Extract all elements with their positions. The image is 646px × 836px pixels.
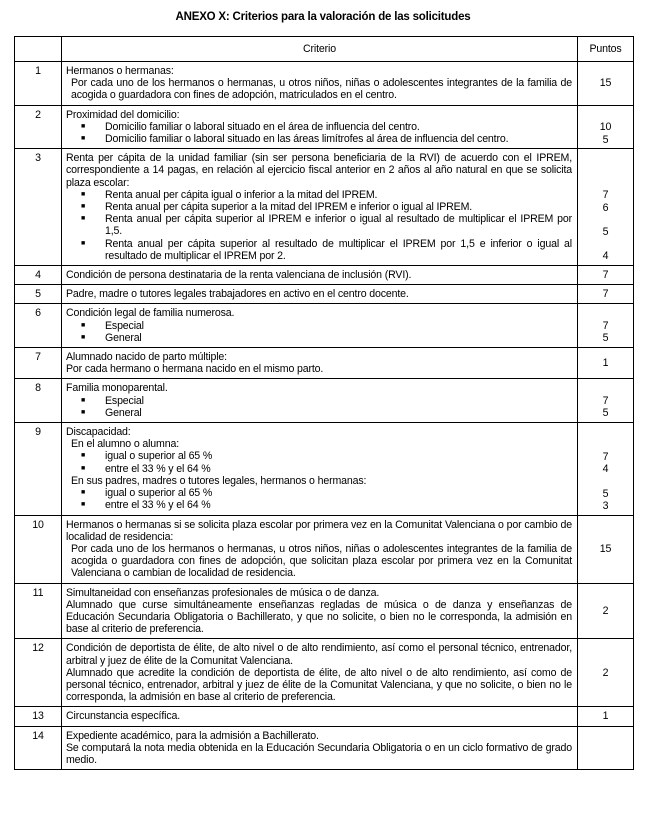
criteria-text: Condición legal de familia numerosa. <box>66 307 235 320</box>
bullet-text: Especial <box>105 394 144 407</box>
indented-text: Por cada uno de los hermanos o hermanas, u otros niños, niñas o adolescentes integrantes de la familia de acogida o guardadora con fines de adopción, que solicitan plaza escolar por primera vez en la Comunitat Valenciana o cambian de localidad de residencia. <box>71 542 572 580</box>
header-number <box>15 37 62 62</box>
bullet-text: entre el 33 % y el 64 % <box>105 499 211 512</box>
criteria-number: 2 <box>15 105 62 149</box>
criteria-row <box>15 62 634 106</box>
criteria-number: 4 <box>15 266 62 285</box>
criteria-text: Alumnado nacido de parto múltiple: <box>66 351 227 364</box>
criteria-row <box>15 583 634 639</box>
bullet-item <box>66 213 572 237</box>
criteria-description <box>62 423 578 515</box>
criteria-description <box>62 726 578 770</box>
bullet-text: entre el 33 % y el 64 % <box>105 462 211 475</box>
bullet-item <box>66 320 572 332</box>
criteria-text: Hermanos o hermanas: <box>66 65 174 77</box>
criteria-row <box>15 707 634 726</box>
document-title: ANEXO X: Criterios para la valoración de las solicitudes <box>175 11 471 23</box>
bullet-item <box>66 395 572 407</box>
criteria-number: 1 <box>15 62 62 106</box>
bullet-points: 7 <box>602 395 609 408</box>
criteria-text: Discapacidad: <box>66 426 131 439</box>
criteria-row <box>15 379 634 423</box>
criteria-text: Circunstancia específica. <box>66 710 181 723</box>
criteria-points <box>578 726 634 770</box>
square-bullet-icon: ■ <box>81 489 86 497</box>
table-header-row <box>15 37 634 62</box>
bullet-item <box>66 407 572 419</box>
bullet-item <box>66 450 572 462</box>
criteria-points: 15 <box>578 515 634 583</box>
bullet-points: 7 <box>602 189 609 202</box>
criteria-points: 2 <box>578 639 634 707</box>
bullet-points: 3 <box>602 499 609 512</box>
bullet-text: Especial <box>105 319 144 332</box>
criteria-row <box>15 266 634 285</box>
bullet-item <box>66 463 572 475</box>
criteria-points <box>578 105 634 149</box>
bullet-text: Renta anual per cápita igual o inferior a la mitad del IPREM. <box>105 188 378 201</box>
square-bullet-icon: ■ <box>81 452 86 460</box>
criteria-number: 3 <box>15 149 62 266</box>
criteria-number: 12 <box>15 639 62 707</box>
criteria-description <box>62 515 578 583</box>
bullet-item <box>66 133 572 145</box>
criteria-row <box>15 285 634 304</box>
criteria-text: Alumnado que acredite la condición de deportista de élite, de alto nivel o de alto rendimiento, así como de personal técnico, entrenador, arbitral y juez de élite de la Comunitat Valenciana, y que no solicite, o bien no le corresponda, la admisión en base al criterio de preferencia. <box>66 666 572 704</box>
bullet-text: General <box>105 331 142 344</box>
criteria-row <box>15 105 634 149</box>
criteria-points <box>578 379 634 423</box>
square-bullet-icon: ■ <box>81 122 86 130</box>
bullet-points: 5 <box>602 487 609 500</box>
criteria-row <box>15 639 634 707</box>
square-bullet-icon: ■ <box>81 215 86 223</box>
bullet-item <box>66 332 572 344</box>
criteria-text: Familia monoparental. <box>66 382 168 395</box>
header-criterio: Criterio <box>62 37 578 62</box>
criteria-text: Condición de persona destinataria de la renta valenciana de inclusión (RVI). <box>66 269 412 282</box>
square-bullet-icon: ■ <box>81 501 86 509</box>
indented-text: Por cada uno de los hermanos o hermanas, u otros niños, niñas o adolescentes integrantes de la familia de acogida o guardadora con fines de adopción, matriculados en el centro. <box>71 77 572 102</box>
criteria-description <box>62 266 578 285</box>
criteria-description <box>62 149 578 266</box>
criteria-number: 6 <box>15 304 62 348</box>
bullet-points: 4 <box>602 250 609 263</box>
bullet-text: Domicilio familiar o laboral situado en el área de influencia del centro. <box>105 120 420 133</box>
criteria-points: 1 <box>578 707 634 726</box>
criteria-text: Expediente académico, para la admisión a Bachillerato. <box>66 729 319 742</box>
criteria-description <box>62 707 578 726</box>
bullet-points: 7 <box>602 320 609 333</box>
bullet-text: Renta anual per cápita superior a la mitad del IPREM e inferior o igual al IPREM. <box>105 201 473 214</box>
criteria-description <box>62 379 578 423</box>
criteria-description <box>62 583 578 639</box>
bullet-points: 5 <box>602 133 609 146</box>
bullet-points: 7 <box>602 450 609 463</box>
criteria-number: 9 <box>15 423 62 515</box>
criteria-row <box>15 149 634 266</box>
bullet-text: General <box>105 406 142 419</box>
criteria-points: 2 <box>578 583 634 639</box>
bullet-item <box>66 201 572 213</box>
criteria-text: Condición de deportista de élite, de alto nivel o de alto rendimiento, así como el personal técnico, entrenador, arbitral y juez de élite de la Comunitat Valenciana. <box>66 642 572 667</box>
bullet-item <box>66 487 572 499</box>
criteria-points <box>578 304 634 348</box>
square-bullet-icon: ■ <box>81 190 86 198</box>
criteria-table <box>14 36 634 770</box>
criteria-number: 5 <box>15 285 62 304</box>
criteria-points: 7 <box>578 266 634 285</box>
criteria-number: 7 <box>15 348 62 379</box>
criteria-text: Simultaneidad con enseñanzas profesionales de música o de danza. <box>66 586 380 599</box>
bullet-text: Renta anual per cápita superior al IPREM e inferior o igual al resultado de multiplicar el IPREM por 1,5. <box>105 213 572 238</box>
criteria-row <box>15 515 634 583</box>
criteria-number: 8 <box>15 379 62 423</box>
criteria-points <box>578 423 634 515</box>
bullet-text: igual o superior al 65 % <box>105 487 213 500</box>
criteria-row <box>15 726 634 770</box>
bullet-points: 5 <box>602 332 609 345</box>
criteria-points: 7 <box>578 285 634 304</box>
bullet-text: Domicilio familiar o laboral situado en las áreas limítrofes al área de influencia del centro. <box>105 133 509 146</box>
criteria-text: Renta per cápita de la unidad familiar (sin ser persona beneficiaria de la RVI) de acuerdo con el IPREM, correspondiente a 14 pagas, en relación al ejercicio fiscal anterior en 2 años al año natural en que se solicita plaza escolar: <box>66 152 572 189</box>
square-bullet-icon: ■ <box>81 203 86 211</box>
bullet-item <box>66 499 572 511</box>
criteria-text: Padre, madre o tutores legales trabajadores en activo en el centro docente. <box>66 288 409 301</box>
square-bullet-icon: ■ <box>81 333 86 341</box>
criteria-text: Proximidad del domicilio: <box>66 108 180 121</box>
square-bullet-icon: ■ <box>81 239 86 247</box>
criteria-text: Por cada hermano o hermana nacido en el mismo parto. <box>66 363 324 376</box>
criteria-text: Se computará la nota media obtenida en la Educación Secundaria Obligatoria o en un ciclo formativo de grado medio. <box>66 741 572 766</box>
bullet-text: igual o superior al 65 % <box>105 450 213 463</box>
bullet-points: 5 <box>602 225 609 238</box>
criteria-description <box>62 62 578 106</box>
square-bullet-icon: ■ <box>81 464 86 472</box>
indented-text: En sus padres, madres o tutores legales, hermanos o hermanas: <box>71 474 367 487</box>
criteria-description <box>62 105 578 149</box>
criteria-description <box>62 304 578 348</box>
square-bullet-icon: ■ <box>81 135 86 143</box>
criteria-row <box>15 304 634 348</box>
square-bullet-icon: ■ <box>81 396 86 404</box>
indented-text: En el alumno o alumna: <box>71 438 180 451</box>
header-puntos: Puntos <box>578 37 634 62</box>
bullet-points: 6 <box>602 201 609 214</box>
bullet-points: 4 <box>602 463 609 476</box>
criteria-points: 1 <box>578 348 634 379</box>
criteria-description <box>62 285 578 304</box>
bullet-text: Renta anual per cápita superior al resultado de multiplicar el IPREM por 1,5 e inferior o igual al resultado de multiplicar el IPREM por 2. <box>105 237 572 262</box>
criteria-text: Hermanos o hermanas si se solicita plaza escolar por primera vez en la Comunitat Valenciana o por cambio de localidad de residencia: <box>66 518 572 543</box>
bullet-points: 10 <box>599 121 612 134</box>
criteria-description <box>62 348 578 379</box>
bullet-points: 5 <box>602 407 609 420</box>
criteria-row <box>15 423 634 515</box>
criteria-points <box>578 149 634 266</box>
square-bullet-icon: ■ <box>81 321 86 329</box>
criteria-points: 15 <box>578 62 634 106</box>
criteria-number: 10 <box>15 515 62 583</box>
criteria-text: Alumnado que curse simultáneamente enseñanzas regladas de música o de danza y enseñanzas de Educación Secundaria Obligatoria o Bachillerato, y que no solicite, o bien no le corresponda, la admisión en base al criterio de preferencia. <box>66 598 572 636</box>
criteria-number: 13 <box>15 707 62 726</box>
bullet-item <box>66 238 572 262</box>
criteria-number: 14 <box>15 726 62 770</box>
bullet-item <box>66 121 572 133</box>
criteria-row <box>15 348 634 379</box>
criteria-description <box>62 639 578 707</box>
criteria-number: 11 <box>15 583 62 639</box>
square-bullet-icon: ■ <box>81 408 86 416</box>
criteria-rows <box>15 62 634 770</box>
bullet-item <box>66 189 572 201</box>
